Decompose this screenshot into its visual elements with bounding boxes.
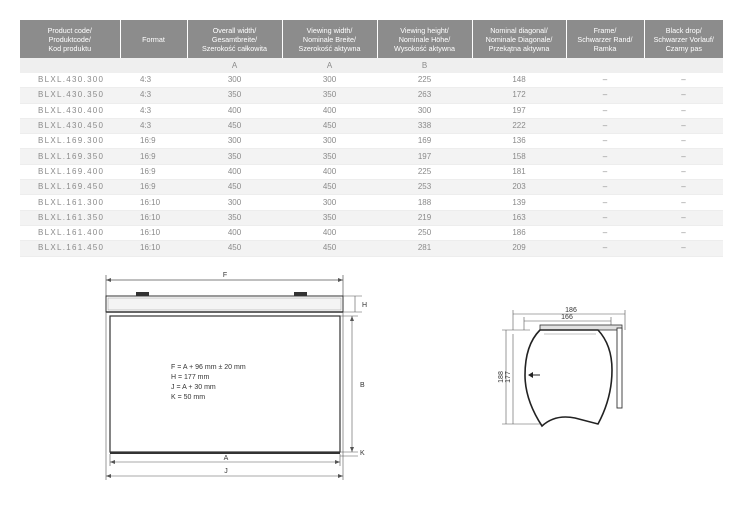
table-cell: 158: [472, 149, 566, 164]
table-cell: 350: [282, 210, 377, 225]
table-cell: –: [566, 164, 644, 179]
table-cell: BLXL.430.300: [20, 73, 120, 88]
table-cell: 4:3: [120, 103, 187, 118]
table-cell: 450: [282, 241, 377, 256]
table-cell: 350: [187, 149, 282, 164]
table-cell: 450: [282, 118, 377, 133]
table-cell: 4:3: [120, 73, 187, 88]
table-cell: 136: [472, 134, 566, 149]
subheader-cell: B: [377, 58, 472, 73]
table-cell: 253: [377, 180, 472, 195]
table-cell: BLXL.169.300: [20, 134, 120, 149]
table-cell: 450: [187, 180, 282, 195]
table-cell: –: [566, 195, 644, 210]
table-cell: 4:3: [120, 118, 187, 133]
table-cell: BLXL.161.300: [20, 195, 120, 210]
table-cell: 225: [377, 73, 472, 88]
table-cell: 188: [377, 195, 472, 210]
label-K: K: [360, 450, 365, 457]
table-cell: 172: [472, 88, 566, 103]
header-nominal-diagonal: Nominal diagonal/ Nominale Diagonale/ Przekątna aktywna: [472, 20, 566, 58]
table-cell: –: [644, 164, 723, 179]
table-cell: –: [566, 88, 644, 103]
table-cell: 350: [282, 149, 377, 164]
table-cell: BLXL.169.400: [20, 164, 120, 179]
table-cell: –: [644, 118, 723, 133]
label-A: A: [223, 455, 229, 462]
header-product-code: Product code/ Produktcode/ Kod produktu: [20, 20, 120, 58]
table-cell: 139: [472, 195, 566, 210]
table-cell: 300: [187, 73, 282, 88]
table-cell: 300: [377, 103, 472, 118]
table-cell: 169: [377, 134, 472, 149]
table-cell: –: [566, 180, 644, 195]
table-cell: 400: [282, 103, 377, 118]
table-cell: 300: [187, 134, 282, 149]
table-cell: –: [566, 73, 644, 88]
table-cell: –: [644, 180, 723, 195]
table-cell: 225: [377, 164, 472, 179]
table-cell: –: [566, 134, 644, 149]
table-cell: 209: [472, 241, 566, 256]
table-cell: 300: [282, 195, 377, 210]
table-cell: 197: [472, 103, 566, 118]
label-J: J: [224, 468, 228, 475]
table-cell: –: [644, 241, 723, 256]
table-cell: 450: [282, 180, 377, 195]
table-cell: 400: [282, 164, 377, 179]
subheader-cell: A: [187, 58, 282, 73]
table-cell: –: [644, 225, 723, 240]
table-cell: BLXL.161.400: [20, 225, 120, 240]
subheader-cell: A: [282, 58, 377, 73]
table-cell: 4:3: [120, 88, 187, 103]
header-viewing-width: Viewing width/ Nominale Breite/ Szerokość aktywna: [282, 20, 377, 58]
table-cell: –: [566, 225, 644, 240]
table-cell: 181: [472, 164, 566, 179]
table-cell: –: [644, 73, 723, 88]
table-cell: 16:9: [120, 180, 187, 195]
table-cell: 300: [282, 73, 377, 88]
header-viewing-height: Viewing height/ Nominale Höhe/ Wysokość aktywna: [377, 20, 472, 58]
table-cell: 350: [187, 88, 282, 103]
formula-J: J = A + 30 mm: [171, 384, 216, 391]
table-cell: –: [644, 134, 723, 149]
header-black-drop: Black drop/ Schwarzer Vorlauf/ Czarny pas: [644, 20, 723, 58]
front-view-drawing: [106, 272, 367, 480]
label-B: B: [360, 382, 365, 389]
table-cell: 263: [377, 88, 472, 103]
table-cell: 16:9: [120, 134, 187, 149]
formula-H: H = 177 mm: [171, 374, 210, 381]
table-cell: 300: [282, 134, 377, 149]
formula-F: F = A + 96 mm ± 20 mm: [171, 364, 246, 371]
dim-left-inner: 177: [505, 371, 512, 383]
table-cell: 163: [472, 210, 566, 225]
table-cell: 148: [472, 73, 566, 88]
table-cell: 197: [377, 149, 472, 164]
table-cell: 250: [377, 225, 472, 240]
header-overall-width: Overall width/ Gesamtbreite/ Szerokość całkowita: [187, 20, 282, 58]
dim-left-outer: 188: [498, 371, 505, 383]
table-cell: 16:10: [120, 225, 187, 240]
formula-K: K = 50 mm: [171, 394, 206, 401]
table-cell: 450: [187, 241, 282, 256]
table-cell: –: [644, 210, 723, 225]
table-cell: –: [566, 149, 644, 164]
table-cell: BLXL.169.450: [20, 180, 120, 195]
table-cell: 16:10: [120, 195, 187, 210]
table-cell: 16:9: [120, 164, 187, 179]
table-cell: 222: [472, 118, 566, 133]
dim-top-inner: 166: [561, 314, 573, 321]
table-cell: –: [566, 210, 644, 225]
table-cell: 400: [187, 225, 282, 240]
table-cell: 281: [377, 241, 472, 256]
label-H: H: [362, 302, 368, 309]
table-cell: –: [566, 103, 644, 118]
table-cell: 400: [187, 164, 282, 179]
side-profile-drawing: [498, 307, 625, 426]
table-cell: –: [644, 149, 723, 164]
table-cell: 16:10: [120, 241, 187, 256]
header-format: Format: [120, 20, 187, 58]
table-cell: BLXL.161.450: [20, 241, 120, 256]
table-cell: 338: [377, 118, 472, 133]
table-cell: 450: [187, 118, 282, 133]
table-cell: –: [644, 103, 723, 118]
table-cell: –: [644, 195, 723, 210]
dim-top-outer: 186: [565, 307, 577, 314]
table-cell: –: [566, 241, 644, 256]
label-F: F: [222, 272, 228, 279]
table-cell: 203: [472, 180, 566, 195]
table-cell: 16:9: [120, 149, 187, 164]
table-cell: BLXL.430.450: [20, 118, 120, 133]
table-cell: BLXL.430.350: [20, 88, 120, 103]
table-cell: BLXL.161.350: [20, 210, 120, 225]
table-cell: –: [644, 88, 723, 103]
table-cell: 219: [377, 210, 472, 225]
table-cell: 350: [282, 88, 377, 103]
header-frame: Frame/ Schwarzer Rand/ Ramka: [566, 20, 644, 58]
table-cell: 400: [187, 103, 282, 118]
table-cell: 186: [472, 225, 566, 240]
table-cell: –: [566, 118, 644, 133]
table-cell: 300: [187, 195, 282, 210]
table-cell: BLXL.169.350: [20, 149, 120, 164]
table-cell: 16:10: [120, 210, 187, 225]
table-cell: 400: [282, 225, 377, 240]
table-cell: 350: [187, 210, 282, 225]
table-cell: BLXL.430.400: [20, 103, 120, 118]
